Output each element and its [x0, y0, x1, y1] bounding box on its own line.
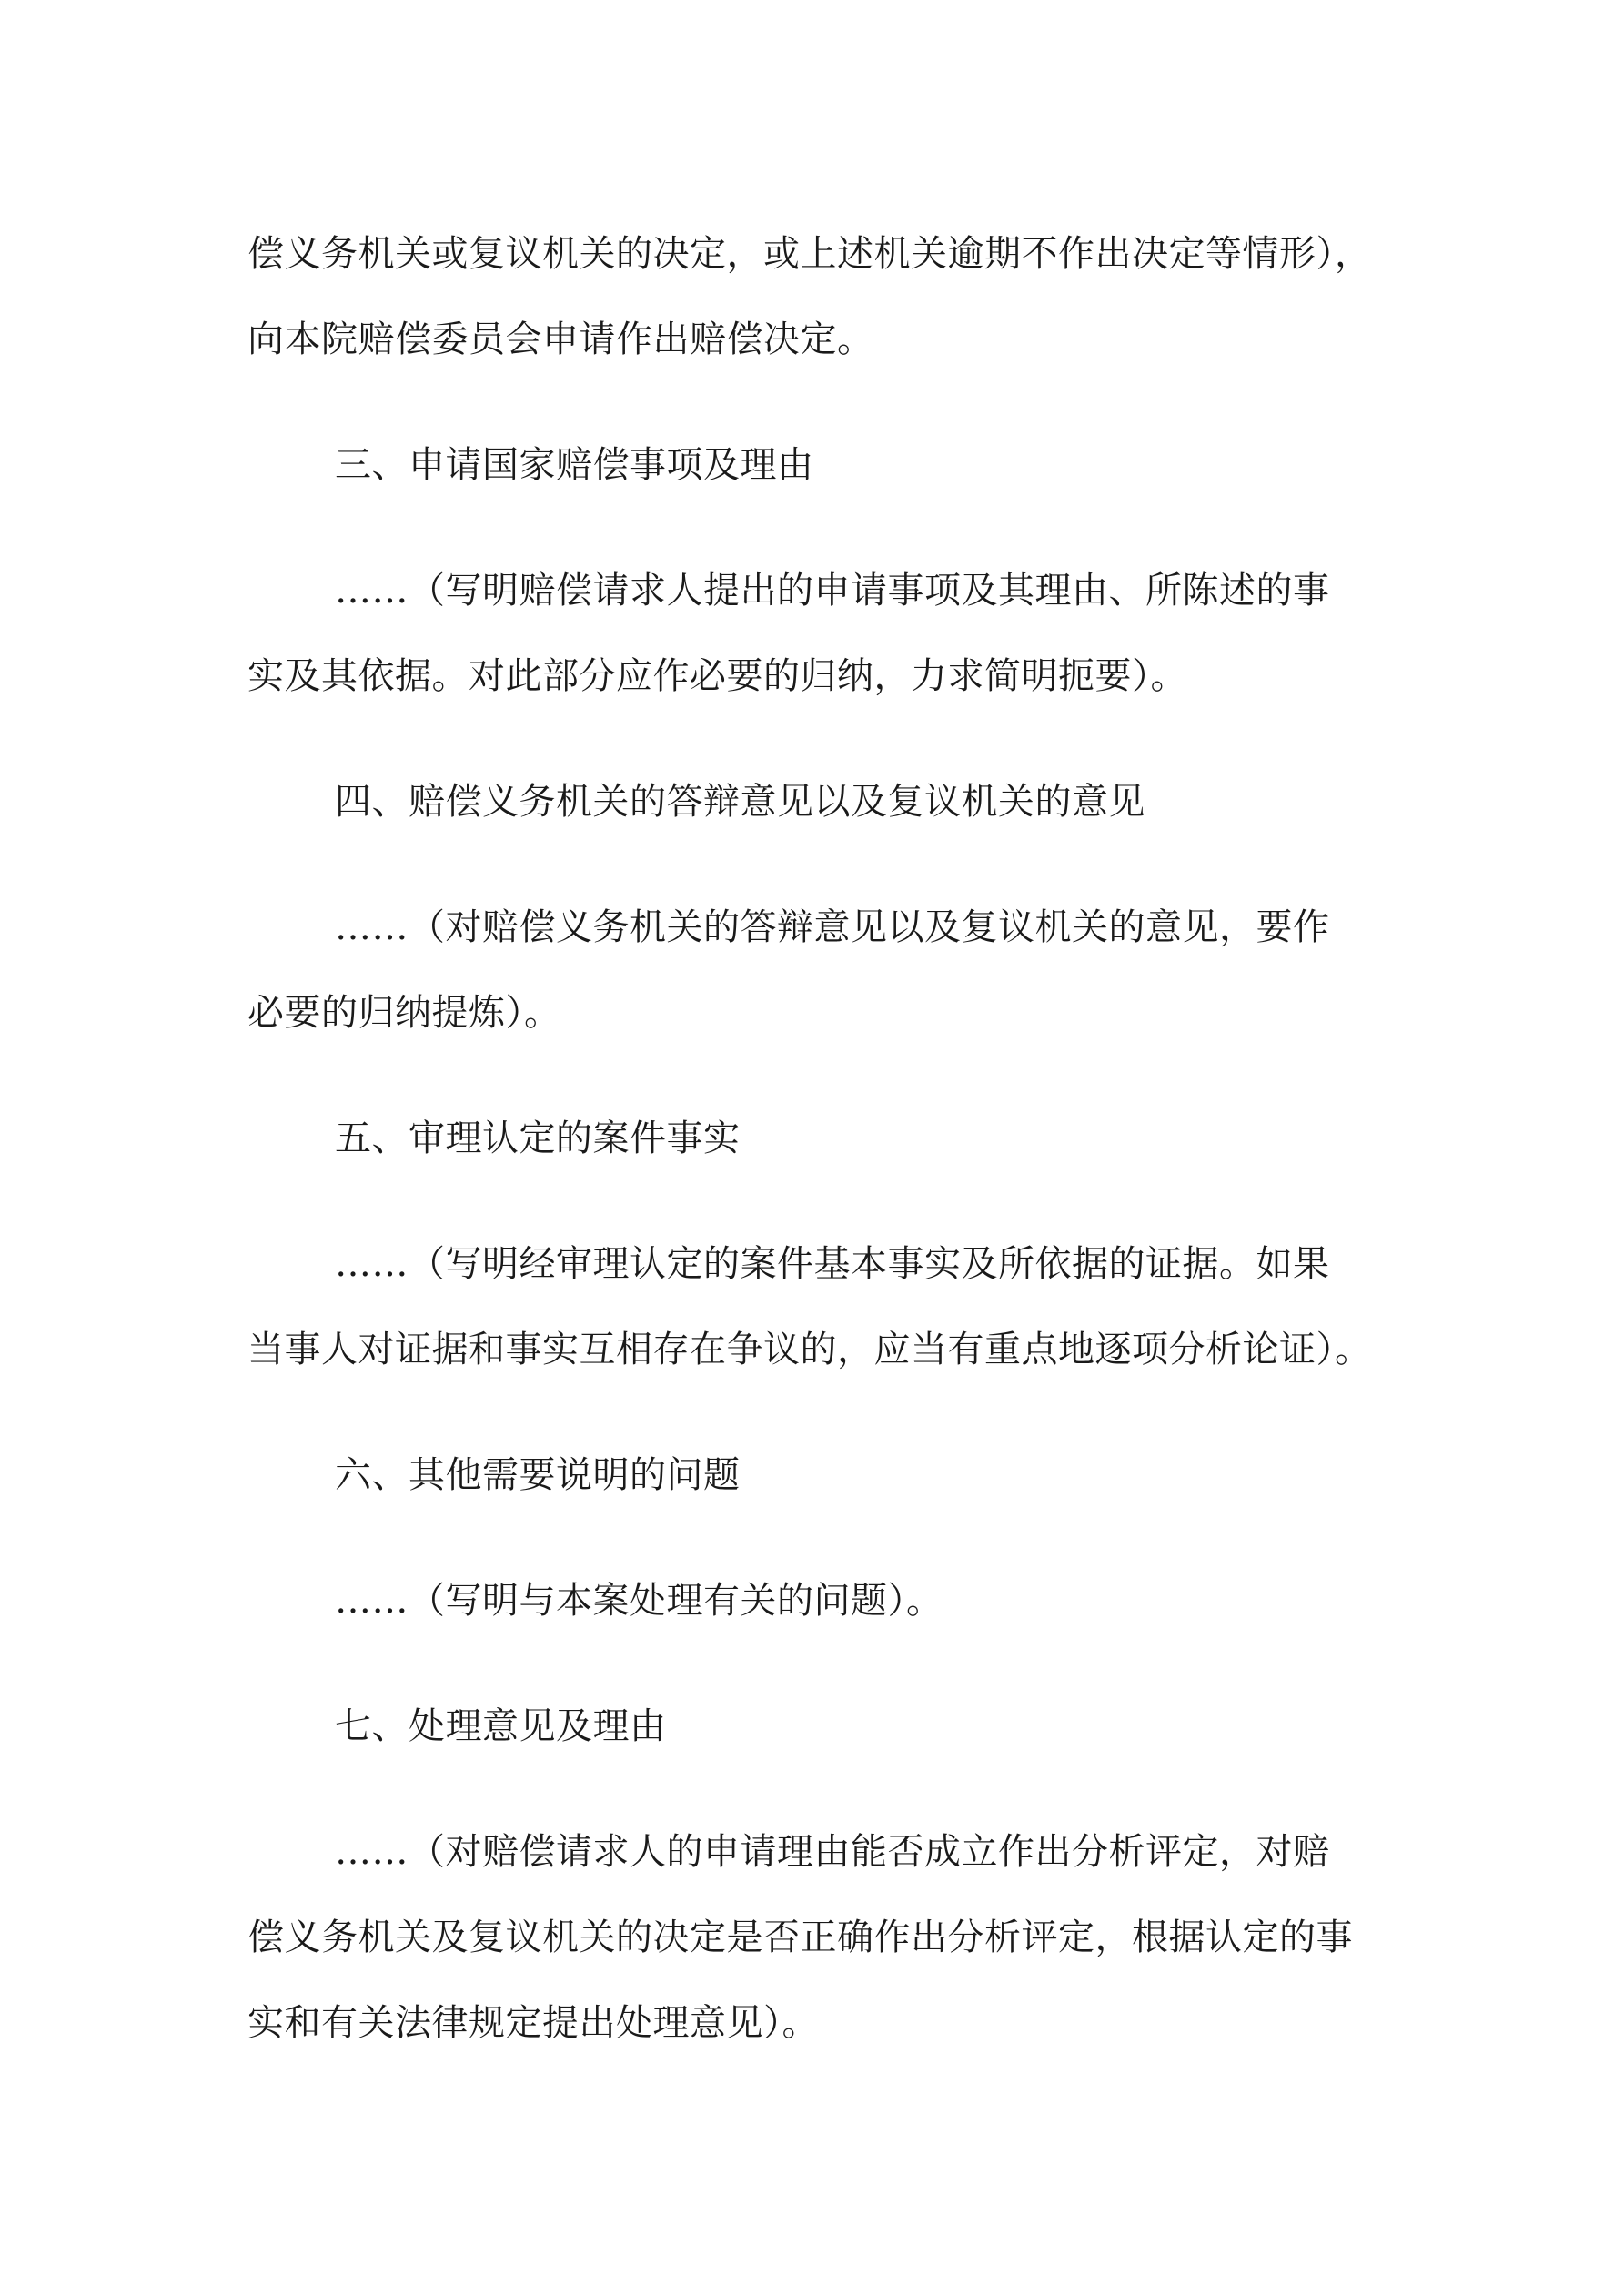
section-heading-5: 五、审理认定的案件事实 — [335, 1118, 741, 1159]
paragraph-line: 偿义务机关或复议机关的决定，或上述机关逾期不作出决定等情形）， — [247, 233, 1372, 275]
paragraph-line: 当事人对证据和事实互相存在争议的，应当有重点地逐项分析论证）。 — [247, 1329, 1372, 1371]
paragraph-line: ……（写明与本案处理有关的问题）。 — [335, 1580, 943, 1622]
paragraph-line: ……（写明经审理认定的案件基本事实及所依据的证据。如果 — [335, 1243, 1330, 1285]
paragraph-line: 偿义务机关及复议机关的决定是否正确作出分析评定，根据认定的事 — [247, 1917, 1353, 1958]
paragraph-line: ……（写明赔偿请求人提出的申请事项及其理由、所陈述的事 — [335, 570, 1330, 612]
paragraph-line: 必要的归纳提炼）。 — [247, 992, 561, 1034]
paragraph-line: 实及其依据。对此部分应作必要的归纳，力求简明扼要）。 — [247, 655, 1187, 697]
paragraph-line: ……（对赔偿请求人的申请理由能否成立作出分析评定，对赔 — [335, 1831, 1330, 1873]
paragraph-line: 实和有关法律规定提出处理意见）。 — [247, 2002, 819, 2044]
paragraph-line: ……（对赔偿义务机关的答辩意见以及复议机关的意见，要作 — [335, 906, 1330, 948]
paragraph-line: 向本院赔偿委员会申请作出赔偿决定。 — [247, 319, 874, 360]
section-heading-7: 七、处理意见及理由 — [335, 1705, 667, 1747]
document-body — [247, 211, 1403, 2066]
section-heading-3: 三、申请国家赔偿事项及理由 — [335, 444, 814, 486]
section-heading-4: 四、赔偿义务机关的答辩意见以及复议机关的意见 — [335, 781, 1145, 823]
section-heading-6: 六、其他需要说明的问题 — [335, 1454, 741, 1496]
